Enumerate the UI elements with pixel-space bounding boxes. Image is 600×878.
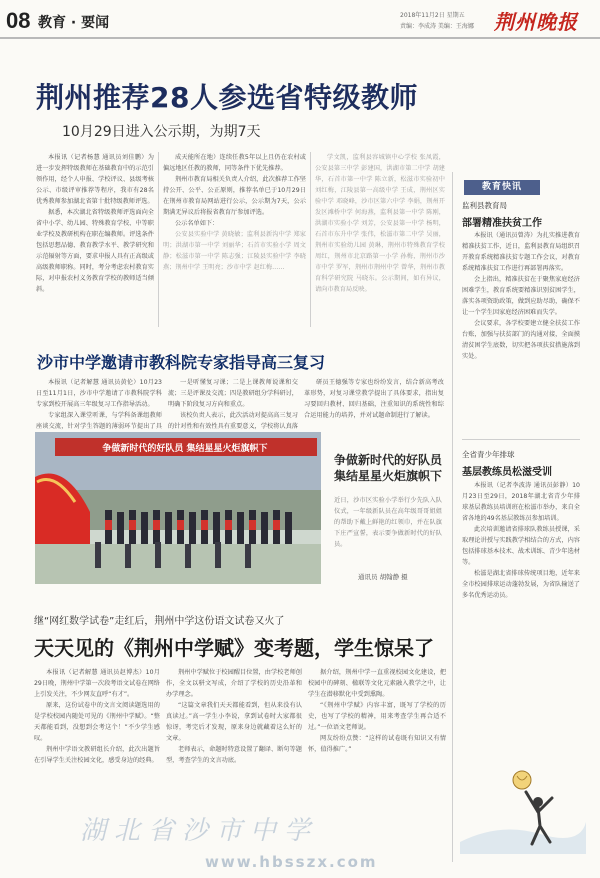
date-line: 2018年11月2日 星期五 bbox=[400, 12, 465, 19]
page-number: 08 bbox=[6, 8, 31, 33]
lead-headline: 荆州推荐28人参选省特级教师 bbox=[36, 81, 418, 114]
sidebar-item2-kicker: 全省青少年排球 bbox=[462, 450, 515, 459]
story3-col1-para: 荆州中学语文教研组长介绍，此次出题旨在引导学生关注校园文化，感受身边的经典。 bbox=[34, 746, 160, 764]
sidebar-item1-body bbox=[462, 230, 580, 435]
sidebar-item2-para: 松滋是湖北省排球传统项目地，近年来全市校园排球运动蓬勃发展，为省队输送了多名优秀运动员。 bbox=[462, 570, 580, 599]
lead-col3-para: 学文凯，监利县容城镇中心学校 张凤霞，公安县第三中学 彭建国，洪湖市第二中学 胡建华，石首市第一中学 陈立新，松滋市实验初中 刘红梅，江陵县第一高级中学 王成，荆州区实验中学 邓晓峰，沙市区第六中学 李娟，荆州开发区滩桥中学 何海燕，监利县第一中学 陈刚，洪湖市实验小学 刘芳，公安县第一中学 杨明，石首市东升中学 张伟，松滋市第二中学 吴丽，荆州市实验幼儿园 黄琳，荆州市特殊教育学校 周红，荆州市北京路第一小学 孙梅，荆州市沙市中学 罗军，荆州市荆州中学 曾华，荆州市教育科学研究院 马晓东。公示期间，如有异议，请向市教育局反映。 bbox=[315, 154, 445, 293]
story3-col2-para: 荆州中学赋位于校园醒目位置，由学校老师创作，全文以骈文写成，介绍了学校的历史沿革和办学理念。 bbox=[166, 669, 302, 698]
lead-col1-para: 据悉，本次湖北省特级教师评选面向全省中小学、幼儿园、特殊教育学校、中等职业学校及教研机构在职在编教师。评选条件包括思想品德、教育教学水平、教学研究和示范辐射等方面，要求申报人具有正高级或高级教师职称。同时，考分考虑农村教育实际，对申报农村义务教育学校的教师适当倾斜。 bbox=[36, 209, 154, 293]
watermark-text: 湖北省沙市中学 bbox=[80, 816, 319, 846]
story3-col2-para: 老师表示，命题时特意设置了翻译、断句等题型，考查学生的文言功底。 bbox=[166, 746, 302, 764]
lead-col2-para: 公安县实验中学 黄晓敏；监利县新沟中学 郑家明；洪湖市第一中学 刘丽华；石首市实验小学 周文静；松滋市第一中学 陈志强；江陵县实验中学 李晓燕；荆州中学 王明亮；沙市中学 赵红梅…… bbox=[163, 231, 306, 271]
section-label: 教育 · 要闻 bbox=[38, 15, 110, 31]
newspaper-logo: 荆州晚报 bbox=[494, 10, 578, 34]
sidebar-tag: 教育快讯 bbox=[464, 180, 540, 195]
lead-col2-para: 荆州市教育局相关负责人介绍，此次推荐工作坚持公开、公平、公正原则，推荐名单已于10月29日在荆州市教育局网站进行公示，公示期为7天，公示期满无异议后将报省教育厅参加评选。 bbox=[163, 176, 306, 216]
story2-headline: 沙市中学邀请市教科院专家指导高三复习 bbox=[37, 353, 326, 372]
lead-col1-para: 本报讯（记者杨慧 通讯员刘佳鹏）为进一步发挥特级教师在基础教育中的示范引领作用，经个人申报、学校评议、县级考核公示、市级评审推荐等程序，我市有28名优秀教师参加湖北省第十批特级教师评选。 bbox=[36, 154, 154, 205]
story2-column-1 bbox=[36, 377, 162, 430]
sidebar-item1-headline: 部署精准扶贫工作 bbox=[462, 218, 542, 229]
story3-col3-para: “《荆州中学赋》内容丰富，既写了学校的历史，也写了学校的精神，用来考查学生再合适不过。”一位语文老师说。 bbox=[308, 702, 446, 731]
photo-byline: 通讯员 胡翰静 摄 bbox=[358, 573, 408, 581]
story2-col3-para: 研员王德强等专家也纷纷发言，结合新高考改革形势，对复习课堂教学提出了具体要求，指出复习要回归教材、回归基础，注重知识的系统性和综合运用能力的培养，并对试题命制进行了解读。 bbox=[304, 379, 444, 419]
lead-col2-para: 公示名单如下： bbox=[175, 220, 219, 227]
story3-col2-para: “这篇文章我们天天都能看到，但从来没有认真读过。”高一学生小李说，拿到试卷时大家都很惊讶，考完后才发现，原来身边就藏着这么好的文章。 bbox=[166, 702, 302, 742]
watermark-url: www.hbsszx.com bbox=[205, 853, 378, 871]
sidebar-item1-para: 会议要求，各学校要建立健全扶贫工作台账，加强与扶贫部门的沟通对接，全面摸清贫困学生底数，切实把各项扶贫措施落到实处。 bbox=[462, 320, 580, 360]
story3-col1-para: 本报讯（记者解慧 通讯员赵博杰）10月29日晚，荆州中学第一次段考语文试卷在网络上引发关注，不少网友直呼“有才”。 bbox=[34, 669, 160, 698]
story3-col1-para: 原来，这份试卷中的文言文阅读题选用的是学校校园内随处可见的《荆州中学赋》。“整天都能看到，没想到会考这个！”不少学生感叹。 bbox=[34, 702, 160, 742]
sidebar-item2-body bbox=[462, 480, 580, 755]
lead-column-1 bbox=[36, 152, 154, 327]
lead-col2-para: 成天能所在地）连续任教5年以上且仍在农村或偏远地区任教的教师，同等条件下优先推荐。 bbox=[163, 154, 306, 172]
lead-column-2 bbox=[163, 152, 306, 327]
news-photo bbox=[35, 432, 321, 584]
column-rule bbox=[310, 152, 311, 327]
story2-column-2 bbox=[168, 377, 298, 430]
column-rule bbox=[158, 152, 159, 327]
editor-line: 责编：李成涛 美编：王海娜 bbox=[400, 23, 474, 30]
sidebar-item2-headline: 基层教练员松滋受训 bbox=[462, 467, 552, 478]
page-header bbox=[0, 0, 600, 40]
sidebar-divider bbox=[462, 439, 580, 440]
story3-col3-para: 网友纷纷点赞：“这样的试卷既有知识又有情怀，值得推广。” bbox=[308, 735, 446, 753]
story2-col1-para: 本报讯（记者解慧 通讯员黄伦）10月23日至11月1日，沙市中学邀请了市教科院学科专家到校开展高三年级复习工作指导活动。 bbox=[36, 379, 162, 408]
sidebar-item1-para: 会上指出，精准扶贫在于聚焦家庭经济困难学生，教育系统要精准识别贫困学生，落实各项资助政策，做到应助尽助，确保不让一个学生因家庭经济困难而失学。 bbox=[462, 276, 580, 316]
story3-col3-para: 据介绍，荆州中学一直重视校园文化建设，把校园中的碑刻、楹联等文化元素融入教学之中，让学生在潜移默化中受到熏陶。 bbox=[308, 669, 446, 698]
story3-headline: 天天见的《荆州中学赋》变考题，学生惊呆了 bbox=[34, 636, 434, 660]
story2-col2-para: 该校负责人表示，此次活动对提高高三复习的针对性和有效性具有重要意义，学校将认真落 bbox=[168, 412, 298, 430]
sidebar-rule bbox=[452, 172, 453, 862]
header-divider bbox=[0, 37, 600, 39]
sidebar-item1-kicker: 监利县教育局 bbox=[462, 201, 507, 210]
volleyball-player-icon bbox=[460, 762, 586, 854]
sidebar-item2-para: 此次培训邀请省排球队教练员授课，采取理论讲授与实践教学相结合的方式，内容包括排球基本技术、战术训练、青少年选材等。 bbox=[462, 526, 580, 566]
lead-column-3 bbox=[315, 152, 445, 327]
story2-col1-para: 专家组深入课堂听课，与学科备课组教师座谈交流，针对学生答题的薄弱环节提出了具 bbox=[36, 412, 162, 430]
photo-banner-text: 争做新时代的好队员 集结星星火炬旗帜下 bbox=[102, 444, 268, 454]
volleyball-illustration bbox=[460, 762, 586, 854]
story3-column-3 bbox=[308, 667, 446, 807]
story2-col2-para: 一是听懂复习课；二是上课教师说课和交流；三是评课及交流；四是教研组分学科研讨，明确下阶段复习方向和重点。 bbox=[168, 379, 298, 408]
photo-caption-text: 近日，沙市区实验小学举行少先队入队仪式，一年级新队员在高年级哥哥姐姐的帮助下戴上鲜艳的红领巾，并在队旗下庄严宣誓，表示要争做新时代的好队员。 bbox=[334, 497, 442, 548]
sidebar-item2-para: 本报讯（记者李波涛 通讯员彭静）10月23日至29日，2018年湖北省青少年排球基层教练员培训班在松滋市举办，来自全省各地的49名基层教练员参加培训。 bbox=[462, 482, 580, 522]
ceremony-photo-illustration bbox=[35, 432, 321, 584]
lead-subheadline: 10月29日进入公示期，为期7天 bbox=[62, 124, 261, 140]
story3-kicker: 继“网红数学试卷”走红后，荆州中学这份语文试卷又火了 bbox=[34, 616, 285, 627]
sidebar-item1-para: 本报讯（通讯员曾涛）为扎实推进教育精准扶贫工作，近日，监利县教育局组织召开教育系统精准扶贫专题工作会议，对教育系统精准扶贫工作进行再部署再落实。 bbox=[462, 232, 580, 272]
photo-caption-headline: 争做新时代的好队员 集结星星火炬旗帜下 bbox=[334, 453, 443, 483]
story2-column-3 bbox=[304, 377, 444, 425]
